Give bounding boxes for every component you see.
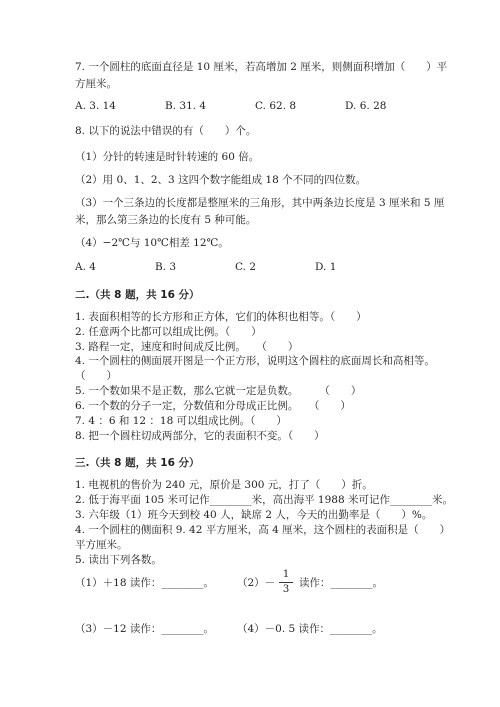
q7-line1: 7. 一个圆柱的底面直径是 10 厘米，若高增加 2 厘米，则侧面积增加（ ）平 (75, 61, 448, 73)
q8-option-a: A. 4 (75, 261, 96, 273)
s2-item-2: 2. 任意两个比都可以组成比例。（ ） (75, 326, 262, 338)
q8-statement-2: （2）用 0、1、2、3 这四个数字能组成 18 个不同的四位数。 (75, 174, 367, 186)
q7-option-a: A. 3. 14 (75, 100, 116, 112)
s2-item-5: 5. 一个数如果不是正数，那么它就一定是负数。 （ ） (75, 385, 362, 397)
section-3-heading: 三.（共 8 题，共 16 分） (75, 457, 200, 469)
read-item-3: （3）－12 读作：________。 (75, 623, 214, 635)
section-2-heading: 二.（共 8 题，共 16 分） (75, 289, 200, 301)
read-item-1: （1）＋18 读作：________。 (75, 577, 214, 589)
q8-option-b: B. 3 (155, 261, 177, 273)
s3-item-4-line2: 平方厘米。 (75, 539, 128, 551)
q8-statement-1: （1）分针的转速是时针转速的 60 倍。 (75, 151, 260, 163)
s3-item-2: 2. 低于海平面 105 米可记作________米，高出海平 1988 米可记作________米。 (75, 494, 453, 506)
s2-item-6: 6. 一个数的分子一定，分数值和分母成正比例。 （ ） (75, 400, 351, 412)
q8-title: 8. 以下的说法中错误的有（ ）个。 (75, 125, 257, 137)
q8-statement-3-line2: 米，那么第三条边的长度有 5 种可能。 (75, 214, 257, 226)
q8-statement-4: （4）−2℃与 10℃相差 12℃。 (75, 237, 229, 249)
s3-item-5: 5. 读出下列各数。 (75, 554, 162, 566)
q8-option-d: D. 1 (315, 261, 337, 273)
fraction-denominator: 3 (282, 584, 290, 595)
q8-statement-3-line1: （3）一个三条边的长度都是整厘米的三角形，其中两条边长度是 3 厘米和 5 厘 (75, 197, 445, 209)
q7-option-b: B. 31. 4 (165, 100, 207, 112)
s2-item-1: 1. 表面积相等的长方形和正方体，它们的体积也相等。（ ） (75, 311, 367, 323)
s2-item-4-line1: 4. 一个圆柱的侧面展开图是一个正方形，说明这个圆柱的底面周长和高相等。 (75, 355, 435, 367)
q7-option-d: D. 6. 28 (345, 100, 387, 112)
s2-item-4-line2: （ ） (75, 370, 117, 382)
s3-item-4-line1: 4. 一个圆柱的侧面积 9. 42 平方厘米，高 4 厘米，这个圆柱的表面积是（ ） (75, 524, 451, 536)
s2-item-8: 8. 把一个圆柱切成两部分，它的表面积不变。（ ） (75, 430, 325, 442)
s3-item-1: 1. 电视机的售价为 240 元，原价是 300 元，打了（ ）折。 (75, 479, 373, 491)
q7-line2: 方厘米。 (75, 78, 117, 90)
read-item-2-suffix: 读作：________。 (299, 577, 383, 589)
s2-item-3: 3. 路程一定，速度和时间成反比例。 （ ） (75, 341, 299, 353)
s3-item-3: 3. 六年级（1）班今天到校 40 人，缺席 2 人，今天的出勤率是（ ）%。 (75, 509, 433, 521)
q8-option-c: C. 2 (235, 261, 257, 273)
fraction-bar (279, 582, 293, 583)
fraction-numerator: 1 (282, 569, 290, 580)
read-item-2-fraction (279, 570, 293, 595)
q7-option-c: C. 62. 8 (255, 100, 297, 112)
read-item-2-prefix: （2）－ (237, 577, 276, 589)
read-item-4: （4）－0. 5 读作：________。 (237, 623, 383, 635)
s2-item-7: 7. 4 ：6 和 12 ：18 可以组成比例。（ ） (75, 415, 287, 427)
